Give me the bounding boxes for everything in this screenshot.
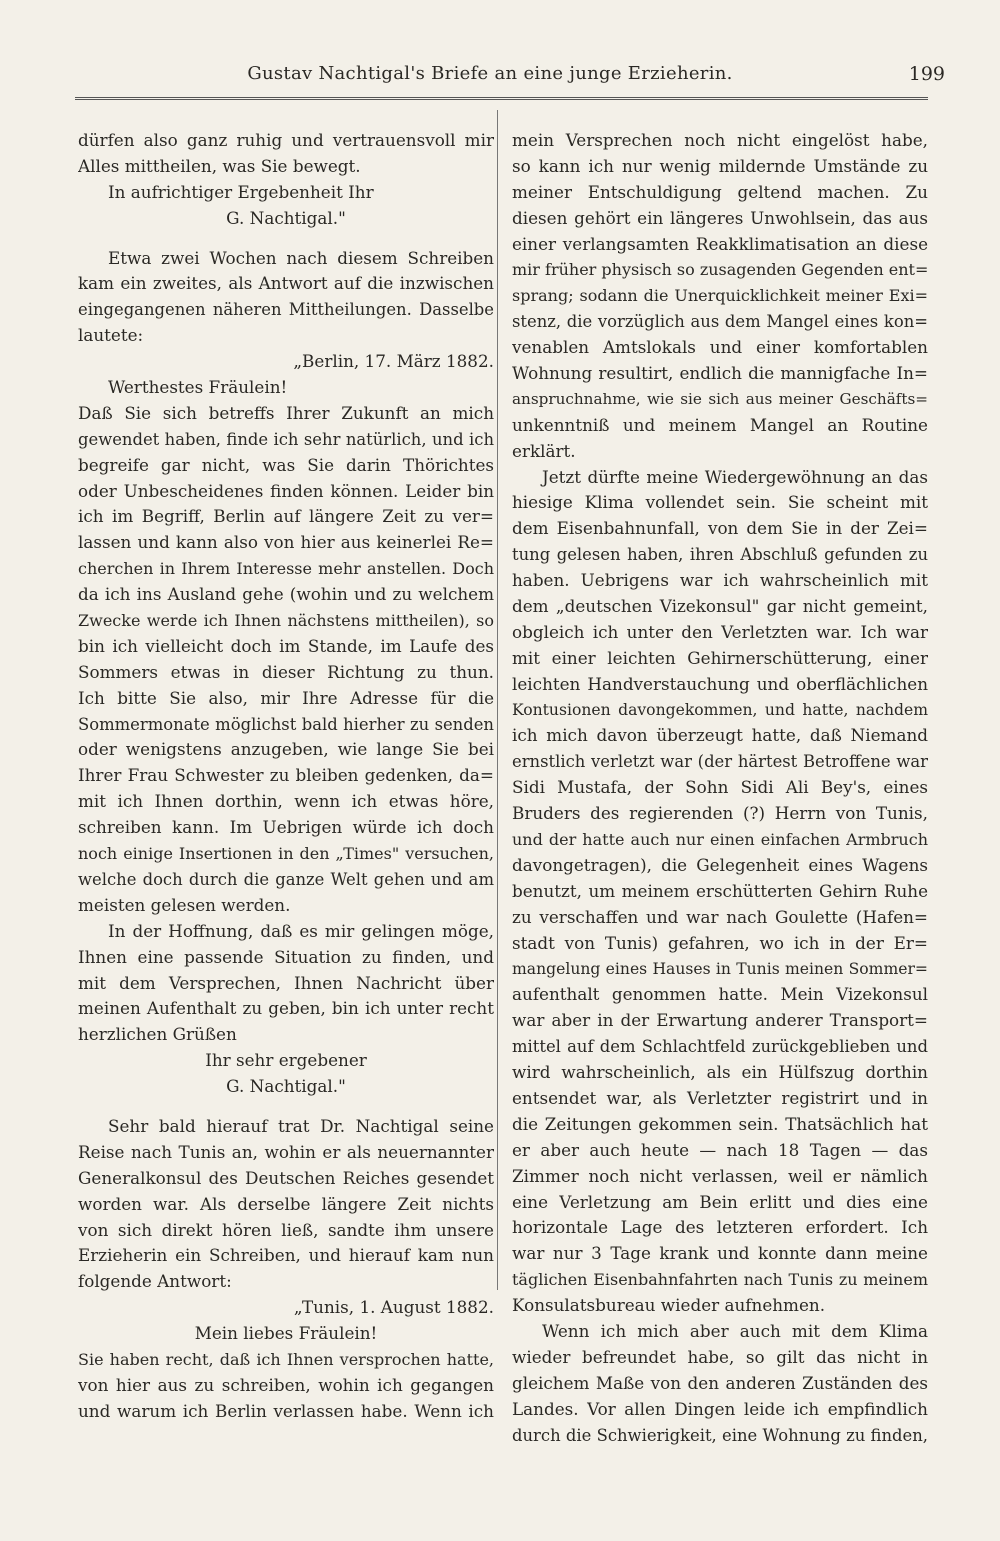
running-title: Gustav Nachtigal's Briefe an eine junge Erzieherin.: [247, 63, 733, 84]
text-line: oder wenigstens anzugeben, wie lange Sie bei: [78, 739, 494, 760]
text-line: gewendet haben, finde ich sehr natürlich, und ich: [78, 429, 494, 449]
text-line: begreife gar nicht, was Sie darin Thörichtes: [78, 454, 494, 475]
text-line: Daß Sie sich betreffs Ihrer Zukunft an mich: [78, 402, 494, 423]
text-line: eine Verletzung am Bein erlitt und dies eine: [512, 1191, 928, 1212]
text-line: dem „deutschen Vizekonsul" gar nicht gemeint,: [512, 596, 928, 617]
text-line: so kann ich nur wenig mildernde Umstände zu: [512, 155, 928, 176]
text-line: ernstlich verletzt war (der härtest Betroffene war: [512, 752, 928, 772]
text-line: diesen gehört ein längeres Unwohlsein, das aus: [512, 207, 928, 228]
text-line: lautete:: [78, 325, 144, 346]
text-line: bin ich vielleicht doch im Stande, im Laufe des: [78, 635, 494, 656]
header-rule: [75, 97, 928, 100]
text-line: Generalkonsul des Deutschen Reiches gesendet: [78, 1167, 494, 1188]
text-line: Werthestes Fräulein!: [108, 377, 288, 398]
text-line: mit ich Ihnen dorthin, wenn ich etwas höre,: [78, 791, 494, 812]
text-line: die Zeitungen gekommen sein. Thatsächlich hat: [512, 1113, 928, 1134]
text-line: anspruchnahme, wie sie sich aus meiner Geschäfts=: [512, 389, 928, 408]
text-line: er aber auch heute — nach 18 Tagen — das: [512, 1139, 928, 1160]
text-line: Erzieherin ein Schreiben, und hierauf kam nun: [78, 1245, 494, 1266]
text-line: Sie haben recht, daß ich Ihnen versprochen hatte,: [78, 1349, 494, 1369]
text-line: benutzt, um meinem erschütterten Gehirn Ruhe: [512, 880, 928, 901]
text-line: welche doch durch die ganze Welt gehen und am: [78, 869, 494, 889]
text-line: täglichen Eisenbahnfahrten nach Tunis zu meinem: [512, 1270, 928, 1290]
text-line: Landes. Vor allen Dingen leide ich empfindlich: [512, 1398, 928, 1419]
text-line: Bruders des regierenden (?) Herrn von Tunis,: [512, 803, 928, 824]
text-line: worden war. Als derselbe längere Zeit nichts: [78, 1193, 494, 1214]
text-line: von sich direkt hören ließ, sandte ihm unsere: [78, 1219, 494, 1240]
text-line: dürfen also ganz ruhig und vertrauensvoll mir: [78, 130, 494, 150]
text-line: Sommers etwas in dieser Richtung zu thun.: [78, 661, 494, 682]
text-line: dem Eisenbahnunfall, von dem Sie in der Zei=: [512, 518, 928, 539]
text-line: aufenthalt genommen hatte. Mein Vizekonsul: [512, 984, 928, 1005]
text-line: und warum ich Berlin verlassen habe. Wenn ich: [78, 1400, 494, 1421]
text-line: hiesige Klima vollendet sein. Sie scheint mit: [512, 492, 928, 513]
left-text-column: [78, 128, 494, 1425]
text-line: Kontusionen davongekommen, und hatte, nachdem: [512, 700, 928, 719]
text-line: erklärt.: [512, 440, 576, 461]
text-line: folgende Antwort:: [78, 1271, 232, 1292]
text-line: obgleich ich unter den Verletzten war. Ich war: [512, 621, 928, 642]
text-line: ich im Begriff, Berlin auf längere Zeit zu ver=: [78, 506, 494, 527]
text-line: stadt von Tunis) gefahren, wo ich in der Er=: [512, 932, 928, 953]
text-line: von hier aus zu schreiben, wohin ich gegangen: [78, 1374, 494, 1395]
text-line: sprang; sodann die Unerquicklichkeit meiner Exi=: [512, 286, 928, 306]
text-line: „Berlin, 17. März 1882.: [293, 351, 494, 372]
text-line: venablen Amtslokals und einer komfortablen: [512, 337, 928, 358]
text-line: meinen Aufenthalt zu geben, bin ich unter recht: [78, 998, 494, 1019]
text-line: ich mich davon überzeugt hatte, daß Niemand: [512, 725, 928, 746]
text-line: mittel auf dem Schlachtfeld zurückgeblieben und: [512, 1037, 928, 1057]
text-line: Sommermonate möglichst bald hierher zu senden: [78, 714, 494, 734]
text-line: In aufrichtiger Ergebenheit Ihr: [108, 181, 374, 202]
text-line: Zimmer noch nicht verlassen, weil er nämlich: [512, 1165, 928, 1186]
text-line: da ich ins Ausland gehe (wohin und zu welchem: [78, 584, 494, 605]
text-line: herzlichen Grüßen: [78, 1024, 237, 1045]
column-divider: [497, 110, 498, 1290]
text-line: durch die Schwierigkeit, eine Wohnung zu finden,: [512, 1425, 928, 1445]
text-line: meisten gelesen werden.: [78, 894, 291, 915]
text-line: noch einige Insertionen in den „Times" versuchen,: [78, 844, 494, 864]
text-line: unkenntniß und meinem Mangel an Routine: [512, 414, 928, 435]
text-line: G. Nachtigal.": [226, 1076, 346, 1097]
text-line: einer verlangsamten Reakklimatisation an diese: [512, 233, 928, 254]
text-line: mangelung eines Hauses in Tunis meinen Sommer=: [512, 959, 928, 978]
page-number: 199: [908, 63, 945, 85]
text-line: In der Hoffnung, daß es mir gelingen möge,: [108, 920, 494, 941]
text-line: entsendet war, als Verletzter registrirt und in: [512, 1087, 928, 1108]
text-line: und der hatte auch nur einen einfachen Armbruch: [512, 830, 928, 850]
text-line: gleichem Maße von den anderen Zuständen des: [512, 1372, 928, 1393]
text-line: leichten Handverstauchung und oberflächlichen: [512, 673, 928, 694]
right-text-column: [512, 128, 928, 1448]
text-line: war aber in der Erwartung anderer Transport=: [512, 1010, 928, 1031]
text-line: mir früher physisch so zusagenden Gegenden ent=: [512, 260, 928, 280]
text-line: Sidi Mustafa, der Sohn Sidi Ali Bey's, eines: [512, 777, 928, 798]
text-line: oder Unbescheidenes finden können. Leider bin: [78, 480, 494, 501]
text-line: schreiben kann. Im Uebrigen würde ich doch: [78, 817, 494, 838]
text-line: mit einer leichten Gehirnerschütterung, einer: [512, 647, 928, 668]
text-line: davongetragen), die Gelegenheit eines Wagens: [512, 854, 928, 875]
paragraph-gap: [78, 1100, 494, 1114]
text-line: cherchen in Ihrem Interesse mehr anstellen. Doch: [78, 559, 494, 579]
text-line: G. Nachtigal.": [226, 207, 346, 228]
text-line: mit dem Versprechen, Ihnen Nachricht über: [78, 972, 494, 993]
text-line: Wohnung resultirt, endlich die mannigfache In=: [512, 363, 928, 384]
text-line: meiner Entschuldigung geltend machen. Zu: [512, 181, 928, 202]
text-line: tung gelesen haben, ihren Abschluß gefunden zu: [512, 545, 928, 565]
text-line: haben. Uebrigens war ich wahrscheinlich mit: [512, 570, 928, 591]
page-header: [75, 60, 945, 88]
text-line: stenz, die vorzüglich aus dem Mangel eines kon=: [512, 312, 928, 332]
text-line: Ihr sehr ergebener: [205, 1050, 367, 1071]
text-line: war nur 3 Tage krank und konnte dann meine: [512, 1243, 928, 1264]
text-line: Etwa zwei Wochen nach diesem Schreiben: [108, 247, 494, 268]
text-line: kam ein zweites, als Antwort auf die inzwischen: [78, 273, 494, 294]
text-line: Ihrer Frau Schwester zu bleiben gedenken, da=: [78, 765, 494, 786]
text-line: Alles mittheilen, was Sie bewegt.: [78, 155, 361, 176]
paragraph-gap: [78, 232, 494, 246]
text-line: „Tunis, 1. August 1882.: [293, 1297, 494, 1318]
text-line: Zwecke werde ich Ihnen nächstens mittheilen), so: [78, 611, 494, 631]
text-line: horizontale Lage des letzteren erfordert. Ich: [512, 1217, 928, 1238]
text-line: wird wahrscheinlich, als ein Hülfszug dorthin: [512, 1062, 928, 1083]
text-line: Mein liebes Fräulein!: [194, 1323, 378, 1344]
text-line: lassen und kann also von hier aus keinerlei Re=: [78, 532, 494, 553]
text-line: Wenn ich mich aber auch mit dem Klima: [542, 1320, 928, 1341]
text-line: zu verschaffen und war nach Goulette (Hafen=: [512, 906, 928, 927]
text-line: Sehr bald hierauf trat Dr. Nachtigal seine: [108, 1115, 494, 1136]
text-line: Jetzt dürfte meine Wiedergewöhnung an das: [542, 466, 928, 487]
text-line: eingegangenen näheren Mittheilungen. Dasselbe: [78, 300, 494, 320]
text-line: Reise nach Tunis an, wohin er als neuernannter: [78, 1141, 494, 1162]
text-line: Ihnen eine passende Situation zu finden, und: [78, 946, 494, 967]
text-line: wieder befreundet habe, so gilt das nicht in: [512, 1346, 928, 1367]
text-line: Konsulatsbureau wieder aufnehmen.: [512, 1295, 826, 1316]
text-line: mein Versprechen noch nicht eingelöst habe,: [512, 130, 928, 150]
text-line: Ich bitte Sie also, mir Ihre Adresse für die: [78, 687, 494, 708]
